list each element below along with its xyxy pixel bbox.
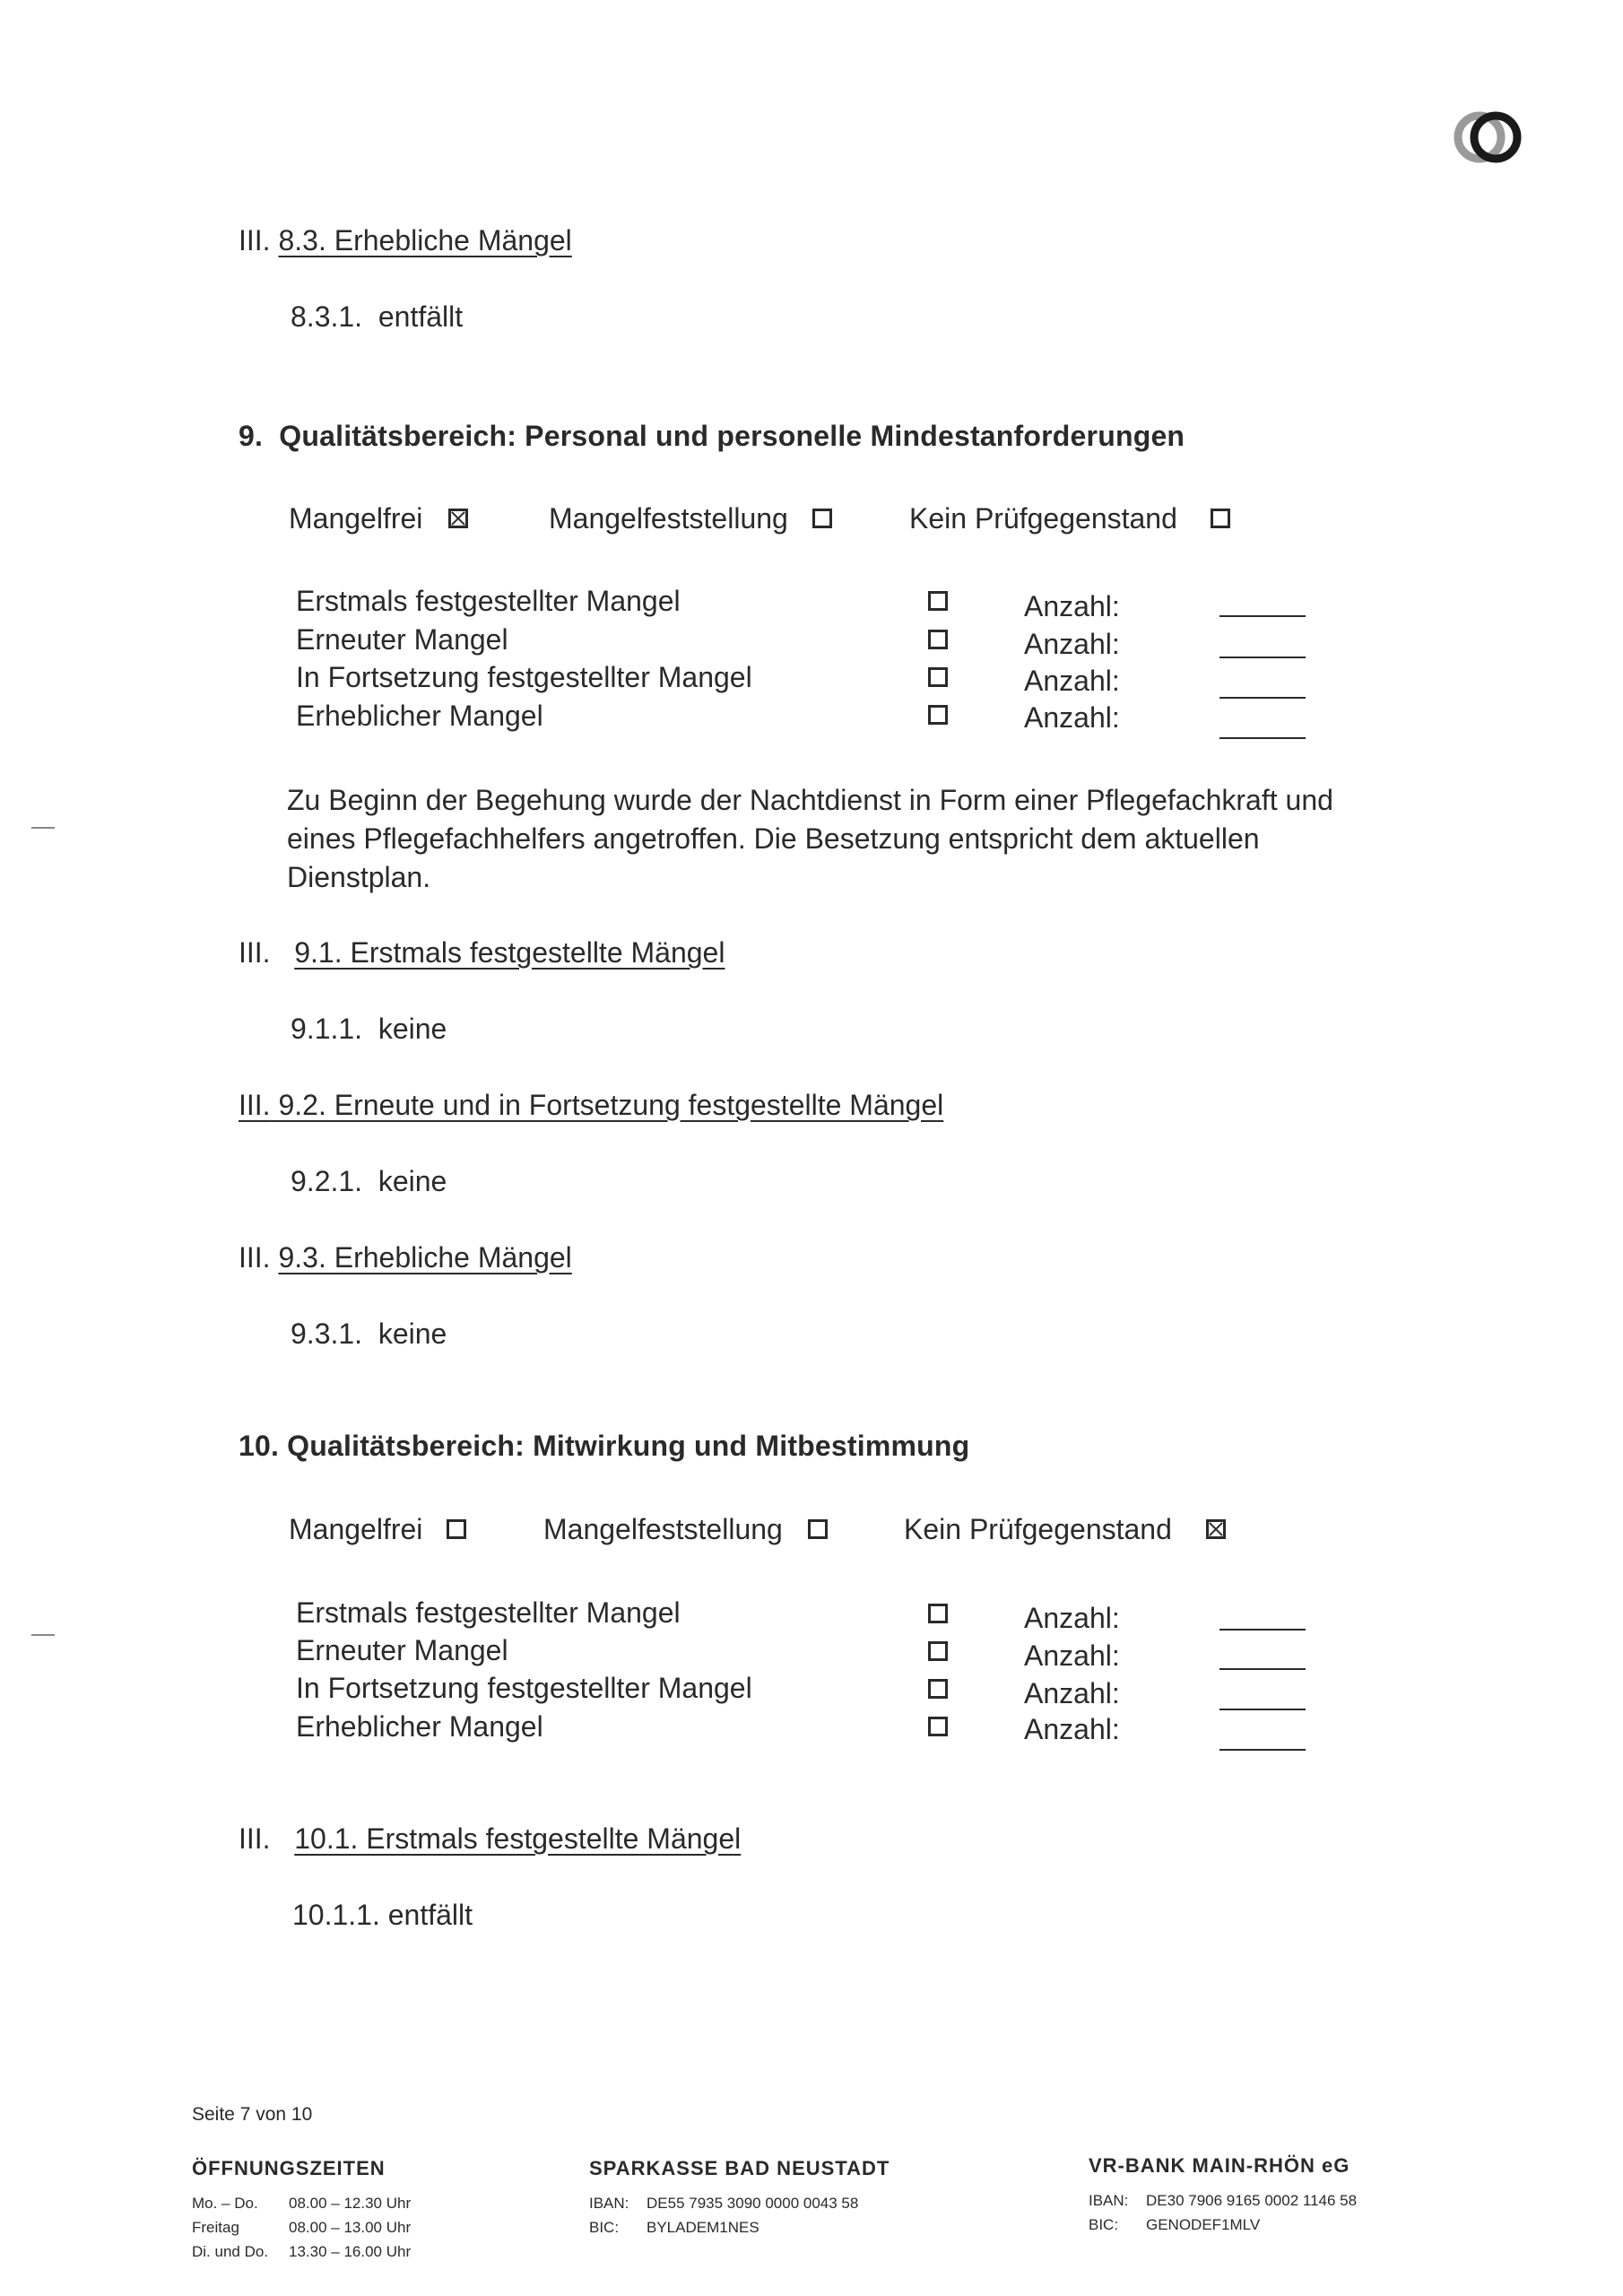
s10-mangelfrei-checkbox[interactable] xyxy=(447,1519,466,1539)
section-prefix: III. xyxy=(239,224,271,257)
bank-vr-bic-label: BIC: xyxy=(1089,2216,1119,2233)
s10-anzahl-label: Anzahl: xyxy=(1024,1713,1120,1745)
section-9-title: 9. Qualitätsbereich: Personal und personelle Mindestanforderungen xyxy=(239,420,1185,452)
s9-defect-checkbox[interactable] xyxy=(928,705,948,725)
section-prefix: III. xyxy=(239,1089,271,1121)
section-prefix: III. xyxy=(239,936,271,969)
opening-hours-title: ÖFFNUNGSZEITEN xyxy=(192,2157,386,2179)
s10-anzahl-blank[interactable] xyxy=(1219,1709,1306,1710)
organization-logo xyxy=(1453,106,1526,169)
s10-anzahl-blank[interactable] xyxy=(1219,1668,1306,1670)
s10-defect-checkbox[interactable] xyxy=(928,1604,948,1623)
s10-defect-checkbox[interactable] xyxy=(928,1641,948,1661)
s10-defect-label: In Fortsetzung festgestellter Mangel xyxy=(296,1672,752,1704)
section-prefix: III. xyxy=(239,1241,271,1274)
bank-sparkasse-iban-label: IBAN: xyxy=(589,2195,629,2212)
opening-hours-time: 08.00 – 13.00 Uhr xyxy=(289,2219,412,2236)
opening-hours-days: Mo. – Do. xyxy=(192,2195,258,2212)
s9-defect-checkbox[interactable] xyxy=(928,667,948,687)
s9-paragraph-line-3: Dienstplan. xyxy=(287,861,431,893)
s10-mangelfeststellung-checkbox[interactable] xyxy=(808,1519,828,1539)
s10-defect-label: Erneuter Mangel xyxy=(296,1634,508,1666)
section-10-title: 10. Qualitätsbereich: Mitwirkung und Mitbestimmung xyxy=(239,1430,970,1462)
s9-defect-checkbox[interactable] xyxy=(928,591,948,611)
opening-hours-days: Freitag xyxy=(192,2219,239,2236)
margin-mark-bottom xyxy=(31,1634,55,1636)
s9-anzahl-label: Anzahl: xyxy=(1024,701,1120,734)
s10-anzahl-label: Anzahl: xyxy=(1024,1602,1120,1634)
section-9-2-heading-row xyxy=(239,1087,943,1123)
s10-anzahl-blank[interactable] xyxy=(1219,1629,1306,1631)
s9-paragraph-line-1: Zu Beginn der Begehung wurde der Nachtdienst in Form einer Pflegefachkraft und xyxy=(287,784,1333,816)
bank-sparkasse-iban: DE55 7935 3090 0000 0043 58 xyxy=(647,2195,859,2212)
s9-defect-label: Erneuter Mangel xyxy=(296,623,508,656)
margin-mark-top xyxy=(31,827,55,829)
s10-defect-label: Erheblicher Mangel xyxy=(296,1710,543,1743)
s10-anzahl-label: Anzahl: xyxy=(1024,1639,1120,1672)
section-9-3-item: 9.3.1. keine xyxy=(291,1318,447,1350)
s10-anzahl-blank[interactable] xyxy=(1219,1749,1306,1751)
s10-kein-pruefgegenstand-checkbox[interactable] xyxy=(1206,1519,1226,1539)
section-9-1-item: 9.1.1. keine xyxy=(291,1013,447,1045)
s9-defect-checkbox[interactable] xyxy=(928,630,948,649)
section-8-3-heading-row xyxy=(239,222,572,258)
bank-vr-bic: GENODEF1MLV xyxy=(1146,2216,1261,2233)
s9-defect-label: Erstmals festgestellter Mangel xyxy=(296,585,681,617)
s9-defect-label: Erheblicher Mangel xyxy=(296,700,543,732)
section-9-2-heading: 9.2. Erneute und in Fortsetzung festgestellte Mängel xyxy=(278,1089,944,1121)
opening-hours-days: Di. und Do. xyxy=(192,2243,269,2260)
s9-anzahl-blank[interactable] xyxy=(1219,657,1306,658)
s10-defect-label: Erstmals festgestellter Mangel xyxy=(296,1596,681,1629)
section-9-2-item: 9.2.1. keine xyxy=(291,1165,447,1197)
bank-sparkasse-bic-label: BIC: xyxy=(589,2219,620,2236)
bank-vr-title: VR-BANK MAIN-RHÖN eG xyxy=(1089,2154,1350,2177)
bank-vr-iban-label: IBAN: xyxy=(1089,2192,1129,2209)
s9-anzahl-blank[interactable] xyxy=(1219,615,1306,617)
section-10-1-heading-row xyxy=(239,1821,741,1857)
section-9-1-heading-row xyxy=(239,935,725,970)
opening-hours-time: 08.00 – 12.30 Uhr xyxy=(289,2195,412,2212)
s10-option-kein-pruefgegenstand-label: Kein Prüfgegenstand xyxy=(904,1513,1172,1545)
bank-vr-iban: DE30 7906 9165 0002 1146 58 xyxy=(1146,2192,1358,2209)
s9-option-mangelfeststellung-label: Mangelfeststellung xyxy=(549,502,788,535)
bank-sparkasse-title: SPARKASSE BAD NEUSTADT xyxy=(589,2157,890,2179)
s9-anzahl-label: Anzahl: xyxy=(1024,665,1120,697)
s9-anzahl-label: Anzahl: xyxy=(1024,590,1120,622)
s9-defect-label: In Fortsetzung festgestellter Mangel xyxy=(296,661,752,693)
section-9-3-heading: 9.3. Erhebliche Mängel xyxy=(278,1241,572,1274)
bank-sparkasse-bic: BYLADEM1NES xyxy=(647,2219,759,2236)
s9-option-kein-pruefgegenstand-label: Kein Prüfgegenstand xyxy=(909,502,1177,535)
page-number: Seite 7 von 10 xyxy=(192,2104,313,2125)
opening-hours-time: 13.30 – 16.00 Uhr xyxy=(289,2243,412,2260)
section-8-3-heading: 8.3. Erhebliche Mängel xyxy=(278,224,572,257)
s10-option-mangelfeststellung-label: Mangelfeststellung xyxy=(543,1513,783,1545)
s9-paragraph-line-2: eines Pflegefachhelfers angetroffen. Die Besetzung entspricht dem aktuellen xyxy=(287,822,1260,855)
s9-anzahl-label: Anzahl: xyxy=(1024,628,1120,660)
s10-anzahl-label: Anzahl: xyxy=(1024,1677,1120,1709)
s9-option-mangelfrei-label: Mangelfrei xyxy=(289,502,423,535)
section-9-1-heading: 9.1. Erstmals festgestellte Mängel xyxy=(294,936,725,969)
s9-kein-pruefgegenstand-checkbox[interactable] xyxy=(1211,509,1230,528)
s10-defect-checkbox[interactable] xyxy=(928,1717,948,1736)
s9-anzahl-blank[interactable] xyxy=(1219,737,1306,739)
section-8-3-item: 8.3.1. entfällt xyxy=(291,300,464,333)
section-10-1-heading: 10.1. Erstmals festgestellte Mängel xyxy=(294,1822,742,1855)
s9-anzahl-blank[interactable] xyxy=(1219,697,1306,699)
section-prefix: III. xyxy=(239,1822,271,1855)
s9-mangelfeststellung-checkbox[interactable] xyxy=(812,509,832,528)
section-10-1-item: 10.1.1. entfällt xyxy=(292,1899,473,1931)
section-9-3-heading-row xyxy=(239,1239,572,1275)
s9-mangelfrei-checkbox[interactable] xyxy=(448,509,468,528)
s10-option-mangelfrei-label: Mangelfrei xyxy=(289,1513,423,1545)
s10-defect-checkbox[interactable] xyxy=(928,1679,948,1699)
